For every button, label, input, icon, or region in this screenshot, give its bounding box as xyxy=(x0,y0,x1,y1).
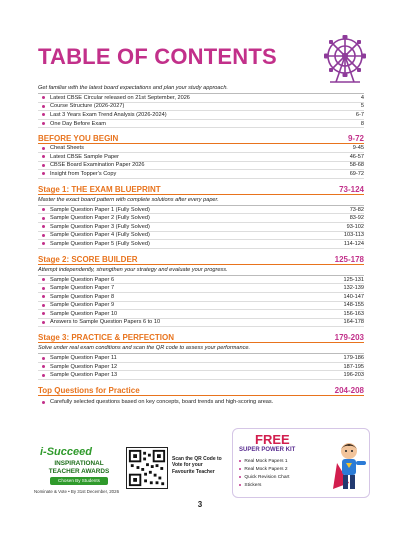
toc-row-text: Cheat Sheets xyxy=(50,145,84,152)
toc-row-page: 125-131 xyxy=(343,276,364,283)
free-kit-item-text: Real Mock Papers 2 xyxy=(244,466,288,472)
toc-row-label xyxy=(38,364,117,370)
bullet-icon xyxy=(42,147,45,150)
toc-row-text: Sample Question Paper 9 xyxy=(50,302,115,309)
toc-row[interactable] xyxy=(38,371,364,380)
toc-row-page: 148-155 xyxy=(343,302,364,309)
free-kit-item-text: Quick Revision Chart xyxy=(244,474,290,480)
section-pages: 125-178 xyxy=(334,254,364,264)
toc-row-page: 9-45 xyxy=(352,145,364,152)
section-heading[interactable] xyxy=(38,329,364,343)
toc-row[interactable] xyxy=(38,111,364,120)
toc-row-label xyxy=(38,145,84,151)
toc-row-text: Sample Question Paper 13 xyxy=(50,372,118,379)
toc-row-page: 103-113 xyxy=(343,232,364,239)
toc-row-page: 73-82 xyxy=(349,206,364,213)
toc-row-text: Latest CBSE Sample Paper xyxy=(50,153,120,160)
toc-row-label xyxy=(38,103,124,109)
bullet-icon xyxy=(42,304,45,307)
intro-list xyxy=(38,94,364,128)
superhero-kid-illustration xyxy=(329,439,369,495)
toc-row-text: Course Structure (2026-2027) xyxy=(50,103,125,110)
award-line-teacher-awards: TEACHER AWARDS xyxy=(48,468,110,475)
bullet-icon xyxy=(239,484,241,486)
qr-scan-text: Scan the QR Code to Vote for your Favourite Teacher xyxy=(172,456,222,475)
toc-row[interactable] xyxy=(38,232,364,241)
top-questions-note xyxy=(38,399,364,405)
toc-row-text: Insight from Topper's Copy xyxy=(50,170,117,177)
section-heading[interactable] xyxy=(38,181,364,195)
toc-row-text: CBSE Board Examination Paper 2026 xyxy=(50,162,145,169)
toc-row[interactable] xyxy=(38,302,364,311)
toc-row-text: Sample Question Paper 11 xyxy=(50,355,117,362)
bullet-icon xyxy=(239,460,241,462)
toc-row[interactable] xyxy=(38,276,364,285)
toc-row[interactable] xyxy=(38,206,364,215)
bullet-icon xyxy=(42,401,45,404)
free-kit-item xyxy=(239,457,289,465)
toc-row[interactable] xyxy=(38,162,364,171)
section-pages: 73-124 xyxy=(339,184,364,194)
bullet-icon xyxy=(42,96,45,99)
section-heading[interactable] xyxy=(38,382,364,396)
toc-row[interactable] xyxy=(38,293,364,302)
free-kit-list xyxy=(239,457,289,489)
toc-row[interactable] xyxy=(38,319,364,328)
toc-row-label xyxy=(38,207,150,213)
award-brand: i-Succeed xyxy=(40,446,92,458)
toc-row-label xyxy=(38,241,150,247)
toc-row-text: Sample Question Paper 6 xyxy=(50,276,115,283)
bullet-icon xyxy=(42,295,45,298)
section-pages: 204-208 xyxy=(334,386,364,396)
toc-row-page: 83-92 xyxy=(349,215,364,222)
toc-row[interactable] xyxy=(38,310,364,319)
section-title: BEFORE YOU BEGIN xyxy=(38,134,119,144)
free-subtitle: SUPER POWER KIT xyxy=(239,447,296,453)
toc-row-text: Sample Question Paper 1 (Fully Solved) xyxy=(50,206,150,213)
qr-code-icon[interactable] xyxy=(126,447,168,489)
bullet-icon xyxy=(42,208,45,211)
toc-row-page: 179-186 xyxy=(343,355,364,362)
toc-row-page: 132-139 xyxy=(343,285,364,292)
award-chosen-badge: Chosen By Students xyxy=(50,477,108,485)
toc-row[interactable] xyxy=(38,144,364,153)
bullet-icon xyxy=(42,122,45,125)
toc-row-text: Sample Question Paper 10 xyxy=(50,310,118,317)
toc-row-text: Sample Question Paper 2 (Fully Solved) xyxy=(50,215,150,222)
bullet-icon xyxy=(42,321,45,324)
toc-row-label xyxy=(38,215,150,221)
page-number: 3 xyxy=(197,500,203,509)
top-questions-note-text: Carefully selected questions based on key concepts, board trends and high-scoring areas. xyxy=(50,399,274,406)
teacher-award-banner xyxy=(34,446,124,506)
toc-row-label xyxy=(38,232,150,238)
section-title: Top Questions for Practice xyxy=(38,386,140,396)
bullet-icon xyxy=(42,164,45,167)
toc-row-text: Sample Question Paper 3 (Fully Solved) xyxy=(50,223,150,230)
page-title: TABLE OF CONTENTS xyxy=(38,44,277,69)
toc-row-page: 164-178 xyxy=(343,319,364,326)
toc-row-label xyxy=(38,311,117,317)
toc-row-page: 4 xyxy=(360,94,364,101)
toc-row-page: 46-57 xyxy=(349,153,364,160)
bullet-icon xyxy=(42,217,45,220)
toc-row[interactable] xyxy=(38,363,364,372)
ferris-wheel-icon xyxy=(318,34,372,86)
toc-row-label xyxy=(38,319,160,325)
toc-row-page: 5 xyxy=(360,103,364,110)
toc-row-label xyxy=(38,171,116,177)
toc-row-text: Answers to Sample Question Papers 6 to 10 xyxy=(50,319,161,326)
free-kit-item-text: Stickers xyxy=(244,482,262,488)
toc-row-label xyxy=(38,162,145,168)
award-nominate-text: Nominate & Vote • By 31st December, 2026 xyxy=(34,489,120,494)
toc-row-label xyxy=(38,294,114,300)
toc-row[interactable] xyxy=(38,223,364,232)
toc-row-text: Sample Question Paper 4 (Fully Solved) xyxy=(50,232,150,239)
toc-row-text: Sample Question Paper 8 xyxy=(50,293,115,300)
bullet-icon xyxy=(42,105,45,108)
toc-row-page: 140-147 xyxy=(343,293,364,300)
award-line-inspirational: INSPIRATIONAL xyxy=(54,460,104,467)
toc-row-text: Sample Question Paper 7 xyxy=(50,285,115,292)
section-description: Master the exact board pattern with complete solutions after every paper. xyxy=(38,195,364,206)
bullet-icon xyxy=(42,357,45,360)
bullet-icon xyxy=(42,234,45,237)
toc-row[interactable] xyxy=(38,170,364,179)
toc-row[interactable] xyxy=(38,120,364,129)
toc-row-label xyxy=(38,121,106,127)
free-kit-item xyxy=(239,473,289,481)
bullet-icon xyxy=(42,225,45,228)
toc-row[interactable] xyxy=(38,103,364,112)
bullet-icon xyxy=(42,242,45,245)
toc-row-page: 58-68 xyxy=(349,162,364,169)
section-title: Stage 3: PRACTICE & PERFECTION xyxy=(38,333,175,343)
free-kit-item xyxy=(239,481,289,489)
toc-row-text: Latest CBSE Circular released on 21st September, 2026 xyxy=(50,94,190,101)
toc-row-page: 114-124 xyxy=(343,240,364,247)
bullet-icon xyxy=(42,312,45,315)
toc-row-text: One Day Before Exam xyxy=(50,120,106,127)
section-title: Stage 1: THE EXAM BLUEPRINT xyxy=(38,184,161,194)
toc-row-page: 93-102 xyxy=(346,223,364,230)
section-title: Stage 2: SCORE BUILDER xyxy=(38,254,138,264)
toc-row-text: Sample Question Paper 5 (Fully Solved) xyxy=(50,240,150,247)
section-description: Solve under real exam conditions and scan the QR code to assess your performance. xyxy=(38,343,364,354)
toc-row-label xyxy=(38,302,114,308)
toc-row-label xyxy=(38,112,167,118)
free-kit-item xyxy=(239,465,289,473)
sections xyxy=(38,130,364,396)
toc-row-page: 187-195 xyxy=(343,363,364,370)
intro-text: Get familiar with the latest board expectations and plan your study approach. xyxy=(38,83,364,94)
section-pages: 9-72 xyxy=(347,134,364,144)
section-description: Attempt independently, strengthen your strategy and evaluate your progress. xyxy=(38,265,364,276)
toc-row-label xyxy=(38,154,119,160)
toc-row-text: Sample Question Paper 12 xyxy=(50,363,118,370)
toc-row[interactable] xyxy=(38,94,364,103)
toc-row[interactable] xyxy=(38,153,364,162)
free-title: FREE xyxy=(255,432,290,447)
toc-row-page: 8 xyxy=(360,120,364,127)
toc-row-page: 69-72 xyxy=(349,170,364,177)
toc-row-label xyxy=(38,95,190,101)
toc-row-text: Last 3 Years Exam Trend Analysis (2026-2024) xyxy=(50,111,167,118)
toc-row-page: 196-203 xyxy=(343,372,364,379)
toc-row[interactable] xyxy=(38,284,364,293)
bullet-icon xyxy=(42,365,45,368)
toc-row-label xyxy=(38,355,117,361)
bullet-icon xyxy=(42,113,45,116)
bullet-icon xyxy=(42,278,45,281)
bullet-icon xyxy=(42,374,45,377)
toc-row-label xyxy=(38,285,114,291)
bullet-icon xyxy=(42,155,45,158)
toc-row[interactable] xyxy=(38,354,364,363)
toc-row-label xyxy=(38,372,117,378)
section-heading[interactable] xyxy=(38,130,364,144)
toc-row-page: 6-7 xyxy=(355,111,364,118)
bullet-icon xyxy=(42,172,45,175)
bullet-icon xyxy=(239,468,241,470)
table-of-contents xyxy=(38,83,364,405)
toc-row[interactable] xyxy=(38,214,364,223)
section-heading[interactable] xyxy=(38,251,364,265)
section-pages: 179-203 xyxy=(334,333,364,343)
bullet-icon xyxy=(42,287,45,290)
free-kit-box xyxy=(232,428,370,498)
toc-row-label xyxy=(38,224,150,230)
toc-row-page: 156-163 xyxy=(343,310,364,317)
toc-row-label xyxy=(38,277,114,283)
free-kit-item-text: Real Mock Papers 1 xyxy=(244,458,288,464)
bullet-icon xyxy=(239,476,241,478)
toc-row[interactable] xyxy=(38,240,364,249)
